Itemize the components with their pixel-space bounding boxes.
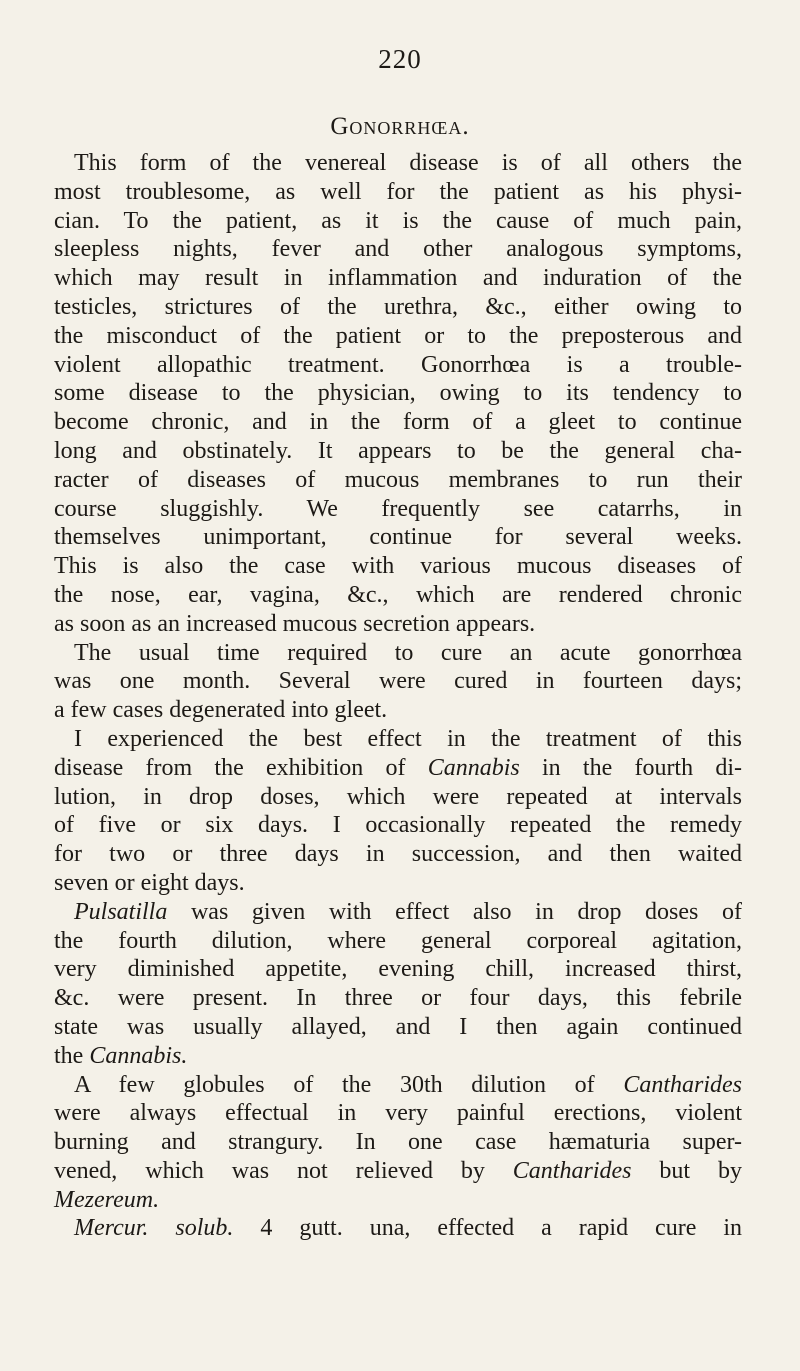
text-line <box>54 581 742 610</box>
text-segment: violent allopathic treatment. Gonorrhœa is a trouble- <box>54 351 742 378</box>
italic-term: Mercur. solub. <box>74 1215 234 1242</box>
text-segment: sleepless nights, fever and other analogous symptoms, <box>54 236 742 263</box>
text-line <box>54 984 742 1013</box>
text-segment: 4 gutt. una, effected a rapid cure in <box>233 1215 743 1242</box>
text-segment: I experienced the best effect in the treatment of this <box>74 725 742 752</box>
text-segment: a few cases degenerated into gleet. <box>54 697 388 724</box>
text-line <box>54 1186 742 1215</box>
text-line <box>54 696 742 725</box>
section-heading: Gonorrhœa. <box>330 113 470 140</box>
text-line <box>54 811 742 840</box>
text-segment: as soon as an increased mucous secretion appears. <box>54 610 536 637</box>
italic-term: Cannabis. <box>89 1042 188 1069</box>
text-segment: in the fourth di- <box>519 754 742 781</box>
text-segment: was given with effect also in drop doses of <box>167 898 742 925</box>
text-line <box>54 1214 742 1243</box>
text-segment: the <box>54 1042 90 1069</box>
text-line <box>54 1157 742 1186</box>
text-line <box>54 149 742 178</box>
text-segment: long and obstinately. It appears to be the general cha- <box>54 437 742 464</box>
text-segment: for two or three days in succession, and then waited <box>54 841 742 868</box>
text-segment: become chronic, and in the form of a gleet to continue <box>54 409 742 436</box>
text-segment: the nose, ear, vagina, &c., which are rendered chronic <box>54 581 742 608</box>
text-line <box>54 639 742 668</box>
text-segment: lution, in drop doses, which were repeated at intervals <box>54 783 742 810</box>
text-segment: A few globules of the 30th dilution of <box>74 1071 624 1098</box>
text-line <box>54 495 742 524</box>
text-segment: of five or six days. I occasionally repeated the remedy <box>54 812 742 839</box>
text-segment: but by <box>631 1157 743 1184</box>
text-segment: disease from the exhibition of <box>54 754 428 781</box>
text-line <box>54 235 742 264</box>
text-segment: seven or eight days. <box>54 869 245 896</box>
text-segment: cian. To the patient, as it is the cause of much pain, <box>54 207 742 234</box>
text-segment: This is also the case with various mucous diseases of <box>54 553 742 580</box>
italic-term: Cantharides <box>623 1071 742 1098</box>
text-line <box>54 754 742 783</box>
text-segment: very diminished appetite, evening chill, increased thirst, <box>54 956 742 983</box>
text-line <box>54 869 742 898</box>
text-segment: vened, which was not relieved by <box>54 1157 513 1184</box>
text-segment: the fourth dilution, where general corporeal agitation, <box>54 927 742 954</box>
text-segment: testicles, strictures of the urethra, &c., either owing to <box>54 293 742 320</box>
text-line <box>54 466 742 495</box>
text-segment: the misconduct of the patient or to the preposterous and <box>54 322 742 349</box>
text-line <box>54 898 742 927</box>
text-line <box>54 927 742 956</box>
text-line <box>54 1042 742 1071</box>
text-line <box>54 437 742 466</box>
body-text <box>54 149 742 1243</box>
text-segment: state was usually allayed, and I then again continued <box>54 1013 742 1040</box>
text-segment: This form of the venereal disease is of all others the <box>74 150 742 176</box>
italic-term: Mezereum. <box>54 1186 160 1213</box>
text-line <box>54 955 742 984</box>
text-line <box>54 1071 742 1100</box>
page-number: 220 <box>378 44 422 74</box>
text-line <box>54 207 742 236</box>
text-line <box>54 1128 742 1157</box>
text-segment: were always effectual in very painful erections, violent <box>54 1100 742 1127</box>
text-segment: racter of diseases of mucous membranes to run their <box>54 466 742 493</box>
text-segment: was one month. Several were cured in fourteen days; <box>54 668 742 695</box>
text-line <box>54 610 742 639</box>
text-line <box>54 667 742 696</box>
text-line <box>54 322 742 351</box>
text-line <box>54 783 742 812</box>
text-line <box>54 351 742 380</box>
text-line <box>54 840 742 869</box>
text-line <box>54 293 742 322</box>
text-line <box>54 1099 742 1128</box>
text-segment: The usual time required to cure an acute gonorrhœa <box>74 639 742 666</box>
text-line <box>54 523 742 552</box>
italic-term: Cannabis <box>427 754 520 781</box>
text-segment: most troublesome, as well for the patient as his physi- <box>54 178 742 205</box>
text-segment: burning and strangury. In one case hæmaturia super- <box>54 1129 742 1156</box>
text-segment: course sluggishly. We frequently see catarrhs, in <box>54 495 742 522</box>
italic-term: Cantharides <box>512 1157 632 1184</box>
text-line <box>54 379 742 408</box>
text-line <box>54 264 742 293</box>
text-line <box>54 552 742 581</box>
text-line <box>54 178 742 207</box>
text-line <box>54 1013 742 1042</box>
text-segment: themselves unimportant, continue for several weeks. <box>54 524 742 551</box>
text-segment: some disease to the physician, owing to its tendency to <box>54 380 742 407</box>
text-line <box>54 408 742 437</box>
text-segment: which may result in inflammation and induration of the <box>54 265 742 292</box>
text-line <box>54 725 742 754</box>
italic-term: Pulsatilla <box>74 898 168 925</box>
text-segment: &c. were present. In three or four days, this febrile <box>54 985 742 1012</box>
